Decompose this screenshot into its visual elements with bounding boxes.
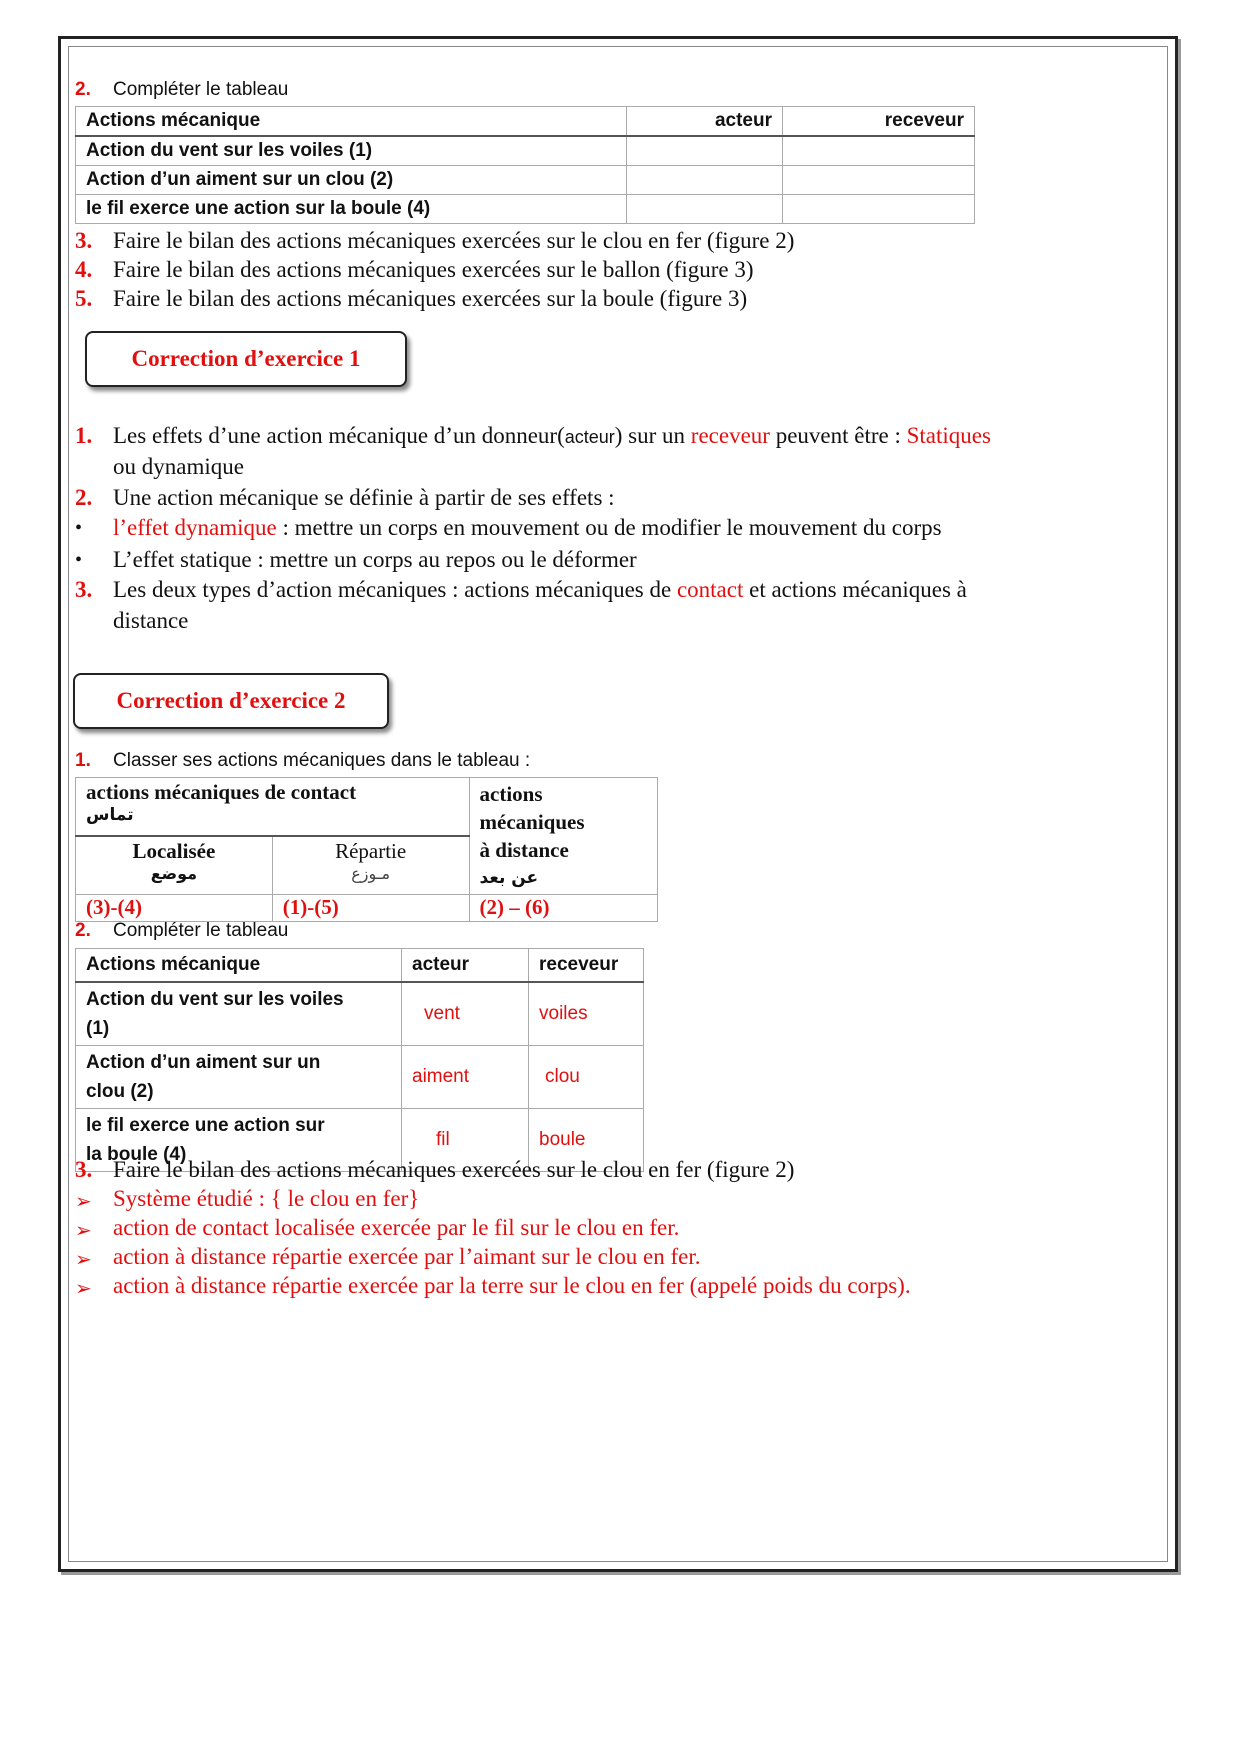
answer-number: 3.: [75, 577, 93, 602]
question-number: 1.: [75, 750, 91, 771]
answer-repartie: (1)-(5): [272, 895, 469, 922]
row-action-line: Action d’un aiment sur un: [86, 1052, 321, 1073]
bilan-item: Système étudié : { le clou en fer}: [113, 1186, 420, 1211]
row-action: [76, 1046, 402, 1109]
header-actions: Actions mécanique: [76, 107, 627, 137]
question-2-compléter-2: [75, 920, 288, 942]
answer-text: Les effets d’une action mécanique d’un donneur(: [113, 423, 565, 448]
bilan-item: action à distance répartie exercée par la terre sur le clou en fer (appelé poids du corps).: [113, 1273, 911, 1298]
header-repartie: [272, 836, 469, 895]
repartie-label-ar: مـوزع: [351, 864, 391, 883]
cell-acteur: fil: [402, 1109, 529, 1172]
contact-label: actions mécaniques de contact: [86, 780, 357, 804]
arrow-icon: ➢: [75, 1220, 92, 1242]
cell-receveur-empty[interactable]: [783, 195, 975, 224]
question-text: Faire le bilan des actions mécaniques exercées sur le ballon (figure 3): [113, 257, 754, 282]
cell-receveur: clou: [529, 1046, 644, 1109]
question-text: Classer ses actions mécaniques dans le tableau :: [113, 750, 531, 771]
localisee-label-ar: موضع: [150, 864, 198, 883]
header-acteur: acteur: [627, 107, 783, 137]
arrow-icon: ➢: [75, 1278, 92, 1300]
highlight-text: Statiques: [906, 423, 991, 448]
arrow-icon: ➢: [75, 1191, 92, 1213]
question-text: Compléter le tableau: [113, 920, 289, 941]
answer-2: [75, 485, 615, 511]
answer-1: [75, 423, 991, 449]
cell-acteur: aiment: [402, 1046, 529, 1109]
repartie-label: Répartie: [335, 839, 407, 863]
row-action-line: clou (2): [86, 1081, 154, 1102]
answer-text: acteur: [564, 427, 615, 447]
cell-acteur-empty[interactable]: [627, 136, 783, 166]
question-number: 4.: [75, 257, 93, 282]
highlight-text: contact: [676, 577, 744, 602]
cell-receveur: voiles: [529, 982, 644, 1046]
row-action: Action du vent sur les voiles (1): [76, 136, 627, 166]
distance-label: mécaniques: [479, 810, 585, 834]
question-text: Faire le bilan des actions mécaniques exercées sur la boule (figure 3): [113, 286, 748, 311]
answer-text: et actions mécaniques à: [743, 577, 967, 602]
cell-acteur-empty[interactable]: [627, 195, 783, 224]
cell-acteur: vent: [402, 982, 529, 1046]
bullet-effet-dynamique: [113, 515, 942, 541]
question-text: Faire le bilan des actions mécaniques exercées sur le clou en fer (figure 2): [113, 1157, 795, 1182]
header-contact: [76, 778, 470, 837]
cell-receveur-empty[interactable]: [783, 166, 975, 195]
answer-text: peuvent être :: [769, 423, 907, 448]
distance-label: à distance: [479, 838, 569, 862]
table-row: [76, 982, 644, 1046]
cell-acteur-empty[interactable]: [627, 166, 783, 195]
question-1-classer: [75, 750, 530, 772]
row-action-line: le fil exerce une action sur: [86, 1115, 325, 1136]
answer-number: 1.: [75, 423, 93, 448]
question-text: Faire le bilan des actions mécaniques exercées sur le clou en fer (figure 2): [113, 228, 795, 253]
actions-table-answered: [75, 948, 644, 1172]
question-number: 3.: [75, 1157, 93, 1182]
cell-receveur: boule: [529, 1109, 644, 1172]
classification-table: [75, 777, 658, 922]
question-number: 2.: [75, 79, 91, 100]
bullet-effet-statique: L’effet statique : mettre un corps au repos ou le déformer: [113, 547, 637, 572]
question-number: 3.: [75, 228, 93, 253]
contact-label-ar: تماس: [86, 805, 134, 825]
table-row: [76, 1046, 644, 1109]
question-3: [75, 228, 794, 254]
question-text: Compléter le tableau: [113, 79, 289, 100]
correction-1-title: Correction d’exercice 1: [85, 331, 407, 387]
header-actions: Actions mécanique: [76, 949, 402, 983]
correction-2-title: Correction d’exercice 2: [73, 673, 389, 729]
distance-label-ar: عن بعد: [479, 868, 539, 888]
answer-text: Les deux types d’action mécaniques : actions mécaniques de: [113, 577, 677, 602]
bullet-text: : mettre un corps en mouvement ou de modifier le mouvement du corps: [276, 515, 942, 540]
row-action-line: Action du vent sur les voiles: [86, 989, 344, 1010]
bilan-item: action à distance répartie exercée par l’aimant sur le clou en fer.: [113, 1244, 701, 1269]
question-number: 2.: [75, 920, 91, 941]
header-localisee: [76, 836, 273, 895]
arrow-icon: ➢: [75, 1249, 92, 1271]
question-3-bilan: [75, 1157, 794, 1183]
bullet-icon: •: [75, 549, 83, 571]
row-action: le fil exerce une action sur la boule (4): [76, 195, 627, 224]
bullet-icon: •: [75, 517, 83, 539]
row-action: [76, 982, 402, 1046]
question-5: [75, 286, 747, 312]
row-action: Action d’un aiment sur un clou (2): [76, 166, 627, 195]
localisee-label: Localisée: [132, 839, 216, 863]
header-receveur: receveur: [783, 107, 975, 137]
answer-distance: (2) – (6): [469, 895, 657, 922]
highlight-text: receveur: [690, 423, 770, 448]
cell-receveur-empty[interactable]: [783, 136, 975, 166]
bilan-item: action de contact localisée exercée par le fil sur le clou en fer.: [113, 1215, 680, 1240]
row-action-line: la boule (4): [86, 1144, 187, 1165]
answer-localisee: (3)-(4): [76, 895, 273, 922]
distance-label: actions: [479, 782, 543, 806]
question-2-compléter: [75, 79, 288, 101]
answer-text: Une action mécanique se définie à partir de ses effets :: [113, 485, 615, 510]
header-receveur: receveur: [529, 949, 644, 983]
header-distance: [469, 778, 657, 895]
answer-number: 2.: [75, 485, 93, 510]
answer-3-continued: distance: [113, 608, 189, 633]
row-action-line: (1): [86, 1018, 110, 1039]
question-number: 5.: [75, 286, 93, 311]
answer-1-continued: ou dynamique: [113, 454, 244, 479]
header-acteur: acteur: [402, 949, 529, 983]
question-4: [75, 257, 754, 283]
highlight-text: l’effet dynamique: [113, 515, 277, 540]
answer-text: ) sur un: [614, 423, 691, 448]
actions-table-blank: [75, 106, 975, 224]
answer-3: [75, 577, 967, 603]
